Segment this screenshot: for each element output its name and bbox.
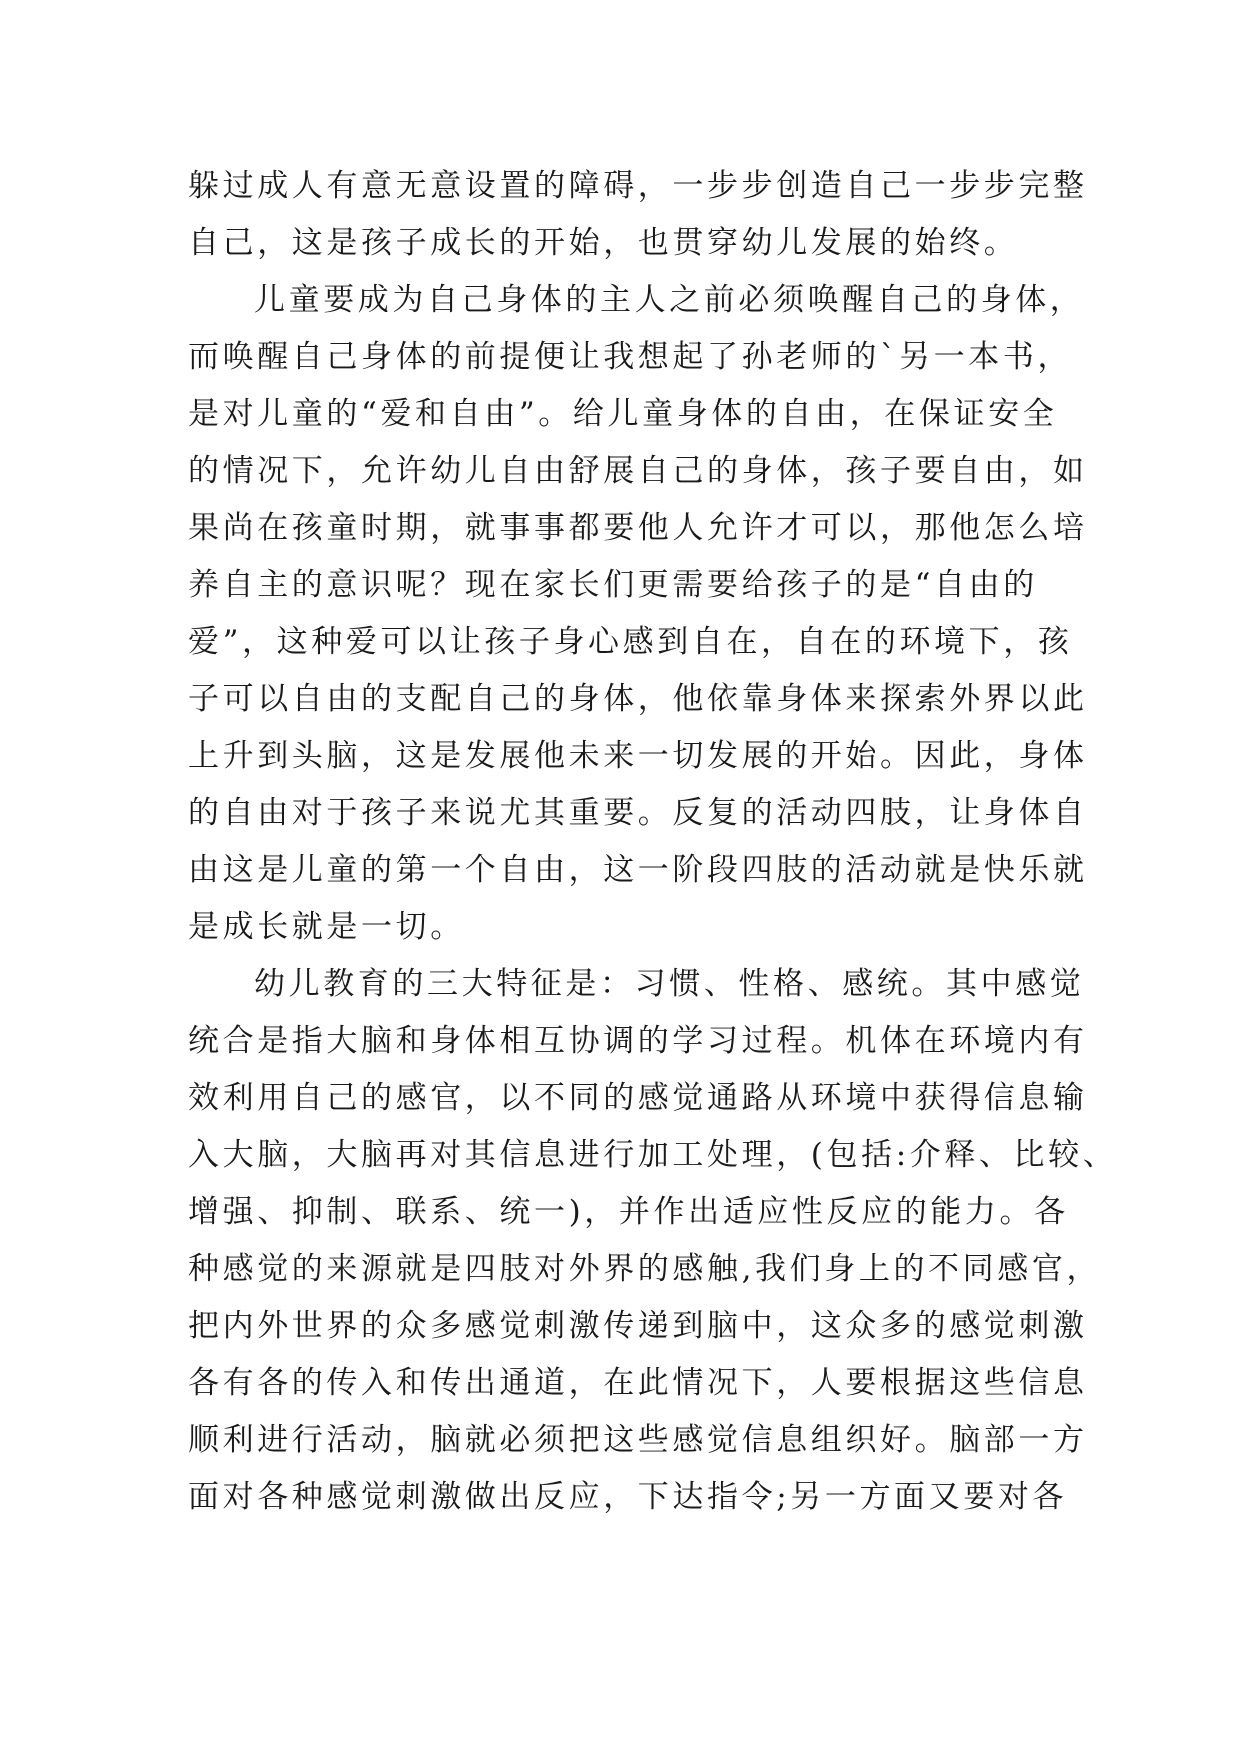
text-line: 由这是儿童的第一个自由，这一阶段四肢的活动就是快乐就	[188, 852, 1088, 888]
text-line: 而唤醒自己身体的前提便让我想起了孙老师的`另一本书，	[188, 339, 1073, 375]
text-line: 统合是指大脑和身体相互协调的学习过程。机体在环境内有	[188, 1023, 1088, 1059]
body-text	[188, 158, 1118, 1526]
text-line: 是成长就是一切。	[188, 909, 465, 945]
text-line: 入大脑，大脑再对其信息进行加工处理，(包括:介释、比较、	[188, 1137, 1118, 1173]
text-line: 增强、抑制、联系、统一)，并作出适应性反应的能力。各	[188, 1194, 1069, 1230]
text-line: 把内外世界的众多感觉刺激传递到脑中，这众多的感觉刺激	[188, 1308, 1088, 1344]
text-line: 上升到头脑，这是发展他未来一切发展的开始。因此，身体	[188, 738, 1088, 774]
text-line: 躲过成人有意无意设置的障碍，一步步创造自己一步步完整	[188, 168, 1088, 204]
paragraph-first-line: 儿童要成为自己身体的主人之前必须唤醒自己的身体，	[254, 282, 1085, 318]
text-line: 自己，这是孩子成长的开始，也贯穿幼儿发展的始终。	[188, 225, 1019, 261]
text-line: 各有各的传入和传出通道，在此情况下，人要根据这些信息	[188, 1365, 1088, 1401]
text-line: 顺利进行活动，脑就必须把这些感觉信息组织好。脑部一方	[188, 1422, 1088, 1458]
text-line: 种感觉的来源就是四肢对外界的感触,我们身上的不同感官，	[188, 1251, 1102, 1287]
text-line: 的自由对于孩子来说尤其重要。反复的活动四肢，让身体自	[188, 795, 1088, 831]
text-line: 面对各种感觉刺激做出反应，下达指令;另一方面又要对各	[188, 1479, 1068, 1515]
paragraph-first-line: 幼儿教育的三大特征是：习惯、性格、感统。其中感觉	[254, 966, 1085, 1002]
text-line: 子可以自由的支配自己的身体，他依靠身体来探索外界以此	[188, 681, 1088, 717]
text-line: 爱”，这种爱可以让孩子身心感到自在，自在的环境下，孩	[188, 624, 1073, 660]
text-line: 的情况下，允许幼儿自由舒展自己的身体，孩子要自由，如	[188, 453, 1088, 489]
text-line: 养自主的意识呢？现在家长们更需要给孩子的是“自由的	[188, 567, 1038, 603]
text-line: 果尚在孩童时期，就事事都要他人允许才可以，那他怎么培	[188, 510, 1088, 546]
text-line: 是对儿童的“爱和自由”。给儿童身体的自由，在保证安全	[188, 396, 1058, 432]
text-line: 效利用自己的感官，以不同的感觉通路从环境中获得信息输	[188, 1080, 1088, 1116]
